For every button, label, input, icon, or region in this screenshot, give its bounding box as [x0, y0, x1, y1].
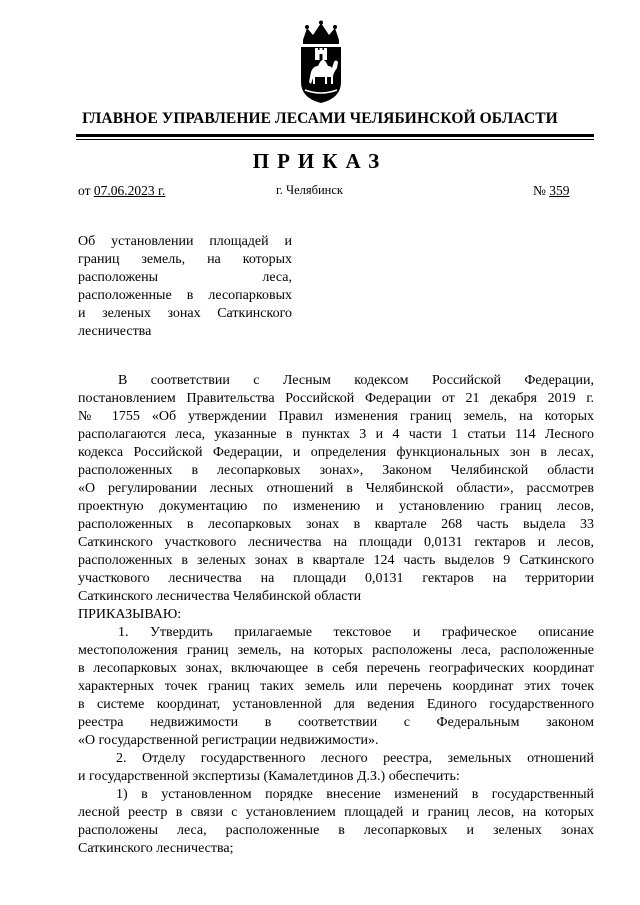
subject-line: лесничества	[78, 324, 152, 339]
item-1-line: характерных точек границ таких земель или перечень координат этих точек	[78, 679, 594, 694]
preamble-line: № 1755 «Об утверждении Правил изменения границ земель, на которых	[78, 409, 594, 424]
header-rule-thin	[76, 139, 594, 140]
order-item-2	[78, 750, 594, 786]
preamble-line: располагаются леса, указанные в пунктах 3 и 4 части 1 статьи 114 Лесного	[78, 427, 594, 442]
order-subject	[78, 233, 292, 341]
item-1-line: в лесопарковых зонах, включающее в себя перечень географических координат	[78, 661, 594, 676]
item-1-line: реестра недвижимости в соответствии с Федеральным законом	[78, 715, 594, 730]
preamble-line: участкового лесничества на площади 0,0131 гектаров на территории	[78, 571, 594, 586]
order-item-2-1	[78, 786, 594, 858]
item-2-1-line: Саткинского лесничества;	[78, 841, 234, 856]
order-word: ПРИКАЗЫВАЮ:	[78, 607, 182, 622]
subject-line: и зеленых зонах Саткинского	[78, 306, 292, 321]
header-rule-thick	[76, 134, 594, 137]
subject-line: Об установлении площадей и	[78, 234, 292, 249]
subject-line: расположенные в лесопарковых	[78, 288, 292, 303]
item-2-1-line: расположены леса, расположенные в лесопарковых и зеленых зонах	[78, 823, 594, 838]
coat-of-arms-icon	[297, 20, 345, 104]
preamble-line: расположенных в зеленых зонах в квартале 124 часть выделов 9 Саткинского	[78, 553, 594, 568]
preamble-line: расположенных в лесопарковых зонах в квартале 268 часть выдела 33	[78, 517, 594, 532]
number-value: 359	[549, 183, 570, 198]
organization-name: ГЛАВНОЕ УПРАВЛЕНИЕ ЛЕСАМИ ЧЕЛЯБИНСКОЙ ОБЛАСТИ	[82, 110, 558, 127]
item-2-1-line: лесной реестр в связи с установлением площадей и границ лесов, на которых	[78, 805, 594, 820]
preamble-line: расположенных в лесопарковых зонах», Законом Челябинской области	[78, 463, 594, 478]
subject-line: границ земель, на которых	[78, 252, 292, 267]
order-number	[533, 183, 570, 199]
preamble-line: Саткинского участкового лесничества на площади 0,0131 гектаров и лесов,	[78, 535, 594, 550]
preamble-line: проектную документацию по изменению и установлению границ лесов,	[78, 499, 594, 514]
item-1-line: 1. Утвердить прилагаемые текстовое и графическое описание	[118, 625, 594, 640]
item-1-line: «О государственной регистрации недвижимости».	[78, 733, 379, 748]
order-body	[78, 372, 594, 858]
preamble-line: постановлением Правительства Российской Федерации от 21 декабря 2019 г.	[78, 391, 594, 406]
preamble-line: В соответствии с Лесным кодексом Российской Федерации,	[118, 373, 594, 388]
date-value: 07.06.2023 г.	[93, 183, 166, 198]
item-2-line: 2. Отделу государственного лесного реестра, земельных отношений	[116, 751, 594, 766]
preamble-paragraph	[78, 372, 594, 606]
preamble-line: кодекса Российской Федерации, и определения функциональных зон в лесах,	[78, 445, 594, 460]
order-city: г. Челябинск	[276, 183, 343, 197]
preamble-line: «О регулировании лесных отношений в Челябинской области», рассмотрев	[78, 481, 594, 496]
date-prefix: от	[78, 183, 91, 198]
item-1-line: в системе координат, установленной для ведения Единого государственного	[78, 697, 594, 712]
number-prefix: №	[533, 183, 546, 198]
order-date	[78, 183, 165, 199]
item-2-1-line: 1) в установленном порядке внесение изменений в государственный	[116, 787, 594, 802]
item-1-line: местоположения границ земель, на которых расположены леса, расположенные	[78, 643, 594, 658]
subject-line: расположены леса,	[78, 270, 292, 285]
preamble-line: Саткинского лесничества Челябинской области	[78, 589, 362, 604]
item-2-line: и государственной экспертизы (Камалетдинов Д.З.) обеспечить:	[78, 769, 460, 784]
order-item-1	[78, 624, 594, 750]
document-type-title: ПРИКАЗ	[252, 149, 388, 173]
